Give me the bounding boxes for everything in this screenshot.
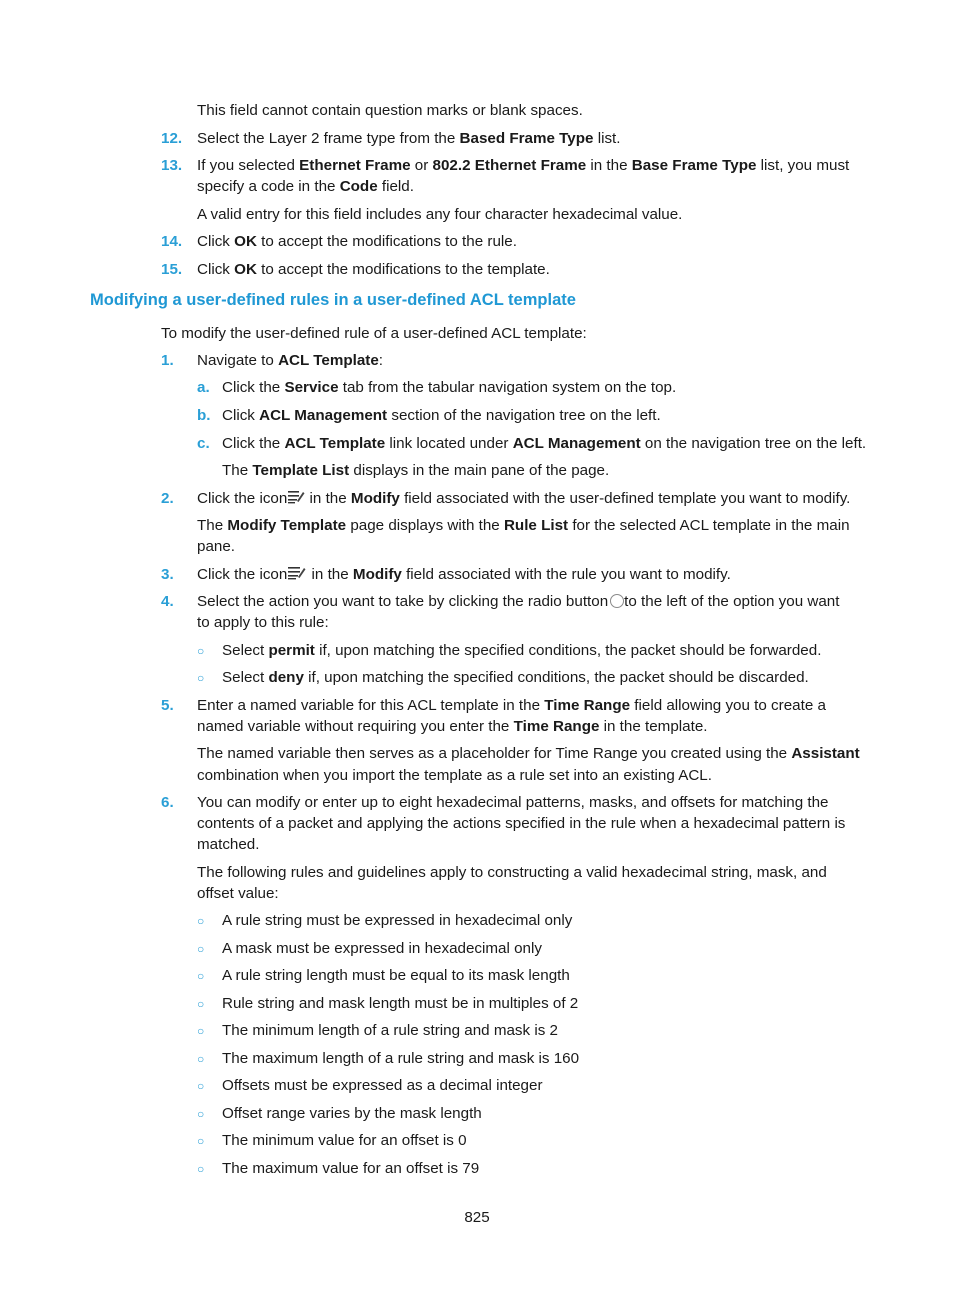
modify-template-icon — [287, 489, 305, 511]
step-13-text-cont: specify a code in the Code field. — [197, 178, 414, 195]
step-5-note: The named variable then serves as a placeholder for Time Range you created using the Assistant — [197, 745, 860, 762]
substep-letter: a. — [197, 379, 210, 396]
step-number: 13. — [161, 157, 183, 174]
page-number: 825 — [464, 1209, 490, 1226]
step-14-text: Click OK to accept the modifications to the rule. — [197, 233, 517, 250]
step-number: 15. — [161, 261, 183, 278]
step-number: 4. — [161, 593, 174, 610]
modify-rule-icon — [287, 565, 307, 587]
bullet-icon: ○ — [197, 914, 205, 928]
bullet-icon: ○ — [197, 1162, 205, 1176]
list-item: The minimum length of a rule string and mask is 2 — [222, 1022, 558, 1039]
step-4-text: Select the action you want to take by clicking the radio button to the left of the option you want — [197, 593, 840, 610]
option-permit: Select permit if, upon matching the specified conditions, the packet should be forwarded. — [222, 642, 822, 659]
step-number: 12. — [161, 130, 183, 147]
step-2-note-cont: pane. — [197, 538, 236, 555]
step-number: 5. — [161, 697, 174, 714]
bullet-icon: ○ — [197, 1052, 205, 1066]
substep-letter: b. — [197, 407, 211, 424]
bullet-icon: ○ — [197, 1134, 205, 1148]
step-6-text: contents of a packet and applying the actions specified in the rule when a hexadecimal pattern is — [197, 815, 846, 832]
bullet-icon: ○ — [197, 644, 205, 658]
bullet-icon: ○ — [197, 671, 205, 685]
step-5-text: Enter a named variable for this ACL template in the Time Range field allowing you to create a — [197, 697, 826, 714]
step-3-text: Click the icon in the Modify field associated with the rule you want to modify. — [197, 564, 731, 587]
step-6-text: You can modify or enter up to eight hexadecimal patterns, masks, and offsets for matching the — [197, 794, 829, 811]
bullet-icon: ○ — [197, 1024, 205, 1038]
step-4-text-cont: to apply to this rule: — [197, 614, 329, 631]
radio-button-icon — [610, 594, 624, 608]
list-item: Offset range varies by the mask length — [222, 1105, 482, 1122]
bullet-icon: ○ — [197, 969, 205, 983]
step-12-text: Select the Layer 2 frame type from the Based Frame Type list. — [197, 130, 621, 147]
intro-text: To modify the user-defined rule of a user-defined ACL template: — [161, 325, 587, 342]
step-number: 2. — [161, 490, 174, 507]
step-15-text: Click OK to accept the modifications to the template. — [197, 261, 550, 278]
substep-letter: c. — [197, 435, 210, 452]
list-item: The maximum value for an offset is 79 — [222, 1160, 480, 1177]
step-number: 6. — [161, 794, 174, 811]
step-number: 14. — [161, 233, 183, 250]
list-item: Rule string and mask length must be in multiples of 2 — [222, 995, 579, 1012]
list-item: The minimum value for an offset is 0 — [222, 1132, 467, 1149]
bullet-icon: ○ — [197, 942, 205, 956]
step-2-text: Click the icon in the Modify field associated with the user-defined template you want to modify. — [197, 488, 850, 511]
step-6-note: The following rules and guidelines apply to constructing a valid hexadecimal string, mask, and — [197, 864, 827, 881]
step-number: 1. — [161, 352, 174, 369]
option-deny: Select deny if, upon matching the specified conditions, the packet should be discarded. — [222, 669, 809, 686]
field-note: This field cannot contain question marks or blank spaces. — [197, 102, 583, 119]
substep-a-text: Click the Service tab from the tabular navigation system on the top. — [222, 379, 677, 396]
step-13-note: A valid entry for this field includes any four character hexadecimal value. — [197, 206, 683, 223]
substep-c-text: Click the ACL Template link located under ACL Management on the navigation tree on the left. — [222, 435, 867, 452]
step-13-text: If you selected Ethernet Frame or 802.2 Ethernet Frame in the Base Frame Type list, you must — [197, 157, 850, 174]
step-2-note: The Modify Template page displays with the Rule List for the selected ACL template in the main — [197, 517, 850, 534]
bullet-icon: ○ — [197, 1107, 205, 1121]
step-6-note: offset value: — [197, 885, 279, 902]
list-item: The maximum length of a rule string and mask is 160 — [222, 1050, 580, 1067]
substep-b-text: Click ACL Management section of the navigation tree on the left. — [222, 407, 661, 424]
list-item: A mask must be expressed in hexadecimal only — [222, 940, 542, 957]
step-5-text-cont: named variable without requiring you enter the Time Range in the template. — [197, 718, 708, 735]
bullet-icon: ○ — [197, 1079, 205, 1093]
step-1-text: Navigate to ACL Template: — [197, 352, 384, 369]
list-item: A rule string must be expressed in hexadecimal only — [222, 912, 573, 929]
substep-c-note: The Template List displays in the main pane of the page. — [222, 462, 610, 479]
step-5-note-cont: combination when you import the template as a rule set into an existing ACL. — [197, 767, 712, 784]
list-item: Offsets must be expressed as a decimal integer — [222, 1077, 543, 1094]
section-heading: Modifying a user-defined rules in a user-defined ACL template — [90, 291, 576, 309]
step-number: 3. — [161, 566, 174, 583]
bullet-icon: ○ — [197, 997, 205, 1011]
list-item: A rule string length must be equal to its mask length — [222, 967, 570, 984]
step-6-text: matched. — [197, 836, 260, 853]
